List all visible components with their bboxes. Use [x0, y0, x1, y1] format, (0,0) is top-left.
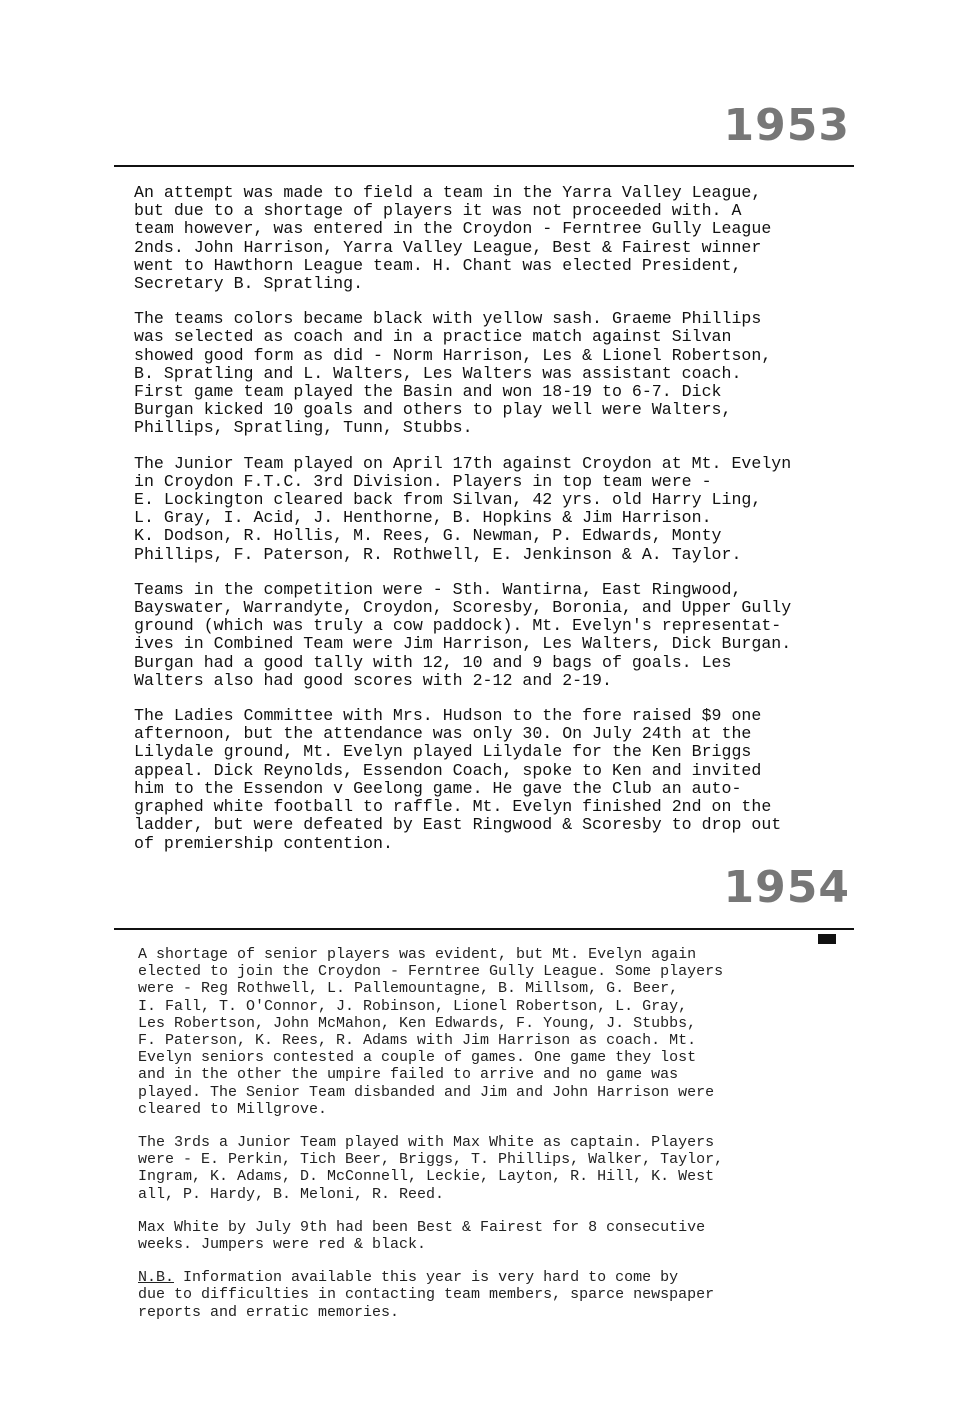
ink-mark: [818, 934, 836, 944]
nb-note: [138, 1269, 868, 1321]
section-1953: [134, 184, 864, 870]
paragraph: Max White by July 9th had been Best & Fairest for 8 consecutive weeks. Jumpers were red & black.: [138, 1218, 706, 1254]
paragraph: The Ladies Committee with Mrs. Hudson to the fore raised $9 one afternoon, but the attendance was only 30. On July 24th at the Lilydale ground, Mt. Evelyn played Lilydale for the Ken Briggs appeal. Dick Reynolds, Essendon Coach, spoke to Ken and invited him to the Essendon v Geelong game. He gave the Club an auto- graphed white football to raffle. Mt. Evelyn finished 2nd on the ladder, but were defeated by East Ringwood & Scoresby to drop out of premiership contention.: [134, 706, 782, 853]
paragraph: The Junior Team played on April 17th against Croydon at Mt. Evelyn in Croydon F.T.C. 3rd Division. Players in top team were - E. Lockington cleared back from Silvan, 42 yrs. old Harry Ling, L. Gray, I. Acid, J. Henthorne, B. Hopkins & Jim Harrison. K. Dodson, R. Hollis, M. Rees, G. Newman, P. Edwards, Monty Phillips, F. Paterson, R. Rothwell, E. Jenkinson & A. Taylor.: [134, 453, 792, 564]
year-heading-1954: 1954: [723, 862, 850, 913]
divider-1953: [114, 165, 854, 167]
paragraph: The 3rds a Junior Team played with Max White as captain. Players were - E. Perkin, Tich Beer, Briggs, T. Phillips, Walker, Taylor, Ingram, K. Adams, D. McConnell, Leckie, Layton, R. Hill, K. West all, P. Hardy, B. Meloni, R. Reed.: [138, 1134, 724, 1203]
nb-text: Information available this year is very hard to come by due to difficulties in contacting team members, sparce newspaper reports and erratic memories.: [138, 1269, 715, 1321]
paragraph: Teams in the competition were - Sth. Wantirna, East Ringwood, Bayswater, Warrandyte, Croydon, Scoresby, Boronia, and Upper Gully ground (which was truly a cow paddock). Mt. Evelyn's representat- ives in Combined Team were Jim Harrison, Les Walters, Dick Burgan. Burgan had a good tally with 12, 10 and 9 bags of goals. Les Walters also had good scores with 2-12 and 2-19.: [134, 579, 792, 690]
nb-label: N.B.: [138, 1269, 175, 1287]
divider-1954: [114, 928, 854, 930]
paragraph: An attempt was made to field a team in the Yarra Valley League, but due to a shortage of players it was not proceeded with. A team however, was entered in the Croydon - Ferntree Gully League 2nds. John Harrison, Yarra Valley League, Best & Fairest winner went to Hawthorn League team. H. Chant was elected President, Secretary B. Spratling.: [134, 183, 772, 294]
section-1954: [138, 946, 868, 1337]
paragraph: The teams colors became black with yellow sash. Graeme Phillips was selected as coach and in a practice match against Silvan showed good form as did - Norm Harrison, Les & Lionel Robertson, B. Spratling and L. Walters, Les Walters was assistant coach. First game team played the Basin and won 18-19 to 6-7. Dick Burgan kicked 10 goals and others to play well were Walters, Phillips, Spratling, Tunn, Stubbs.: [134, 309, 772, 438]
year-heading-1953: 1953: [723, 100, 850, 151]
paragraph: A shortage of senior players was evident, but Mt. Evelyn again elected to join the Croydon - Ferntree Gully League. Some players were - Reg Rothwell, L. Pallemountagne, B. Millsom, G. Beer, I. Fall, T. O'Connor, J. Robinson, Lionel Robertson, L. Gray, Les Robertson, John McMahon, Ken Edwards, F. Young, J. Stubbs, F. Paterson, K. Rees, R. Adams with Jim Harrison as coach. Mt. Evelyn seniors contested a couple of games. One game they lost and in the other the umpire failed to arrive and no game was played. The Senior Team disbanded and Jim and John Harrison were cleared to Millgrove.: [138, 946, 724, 1118]
